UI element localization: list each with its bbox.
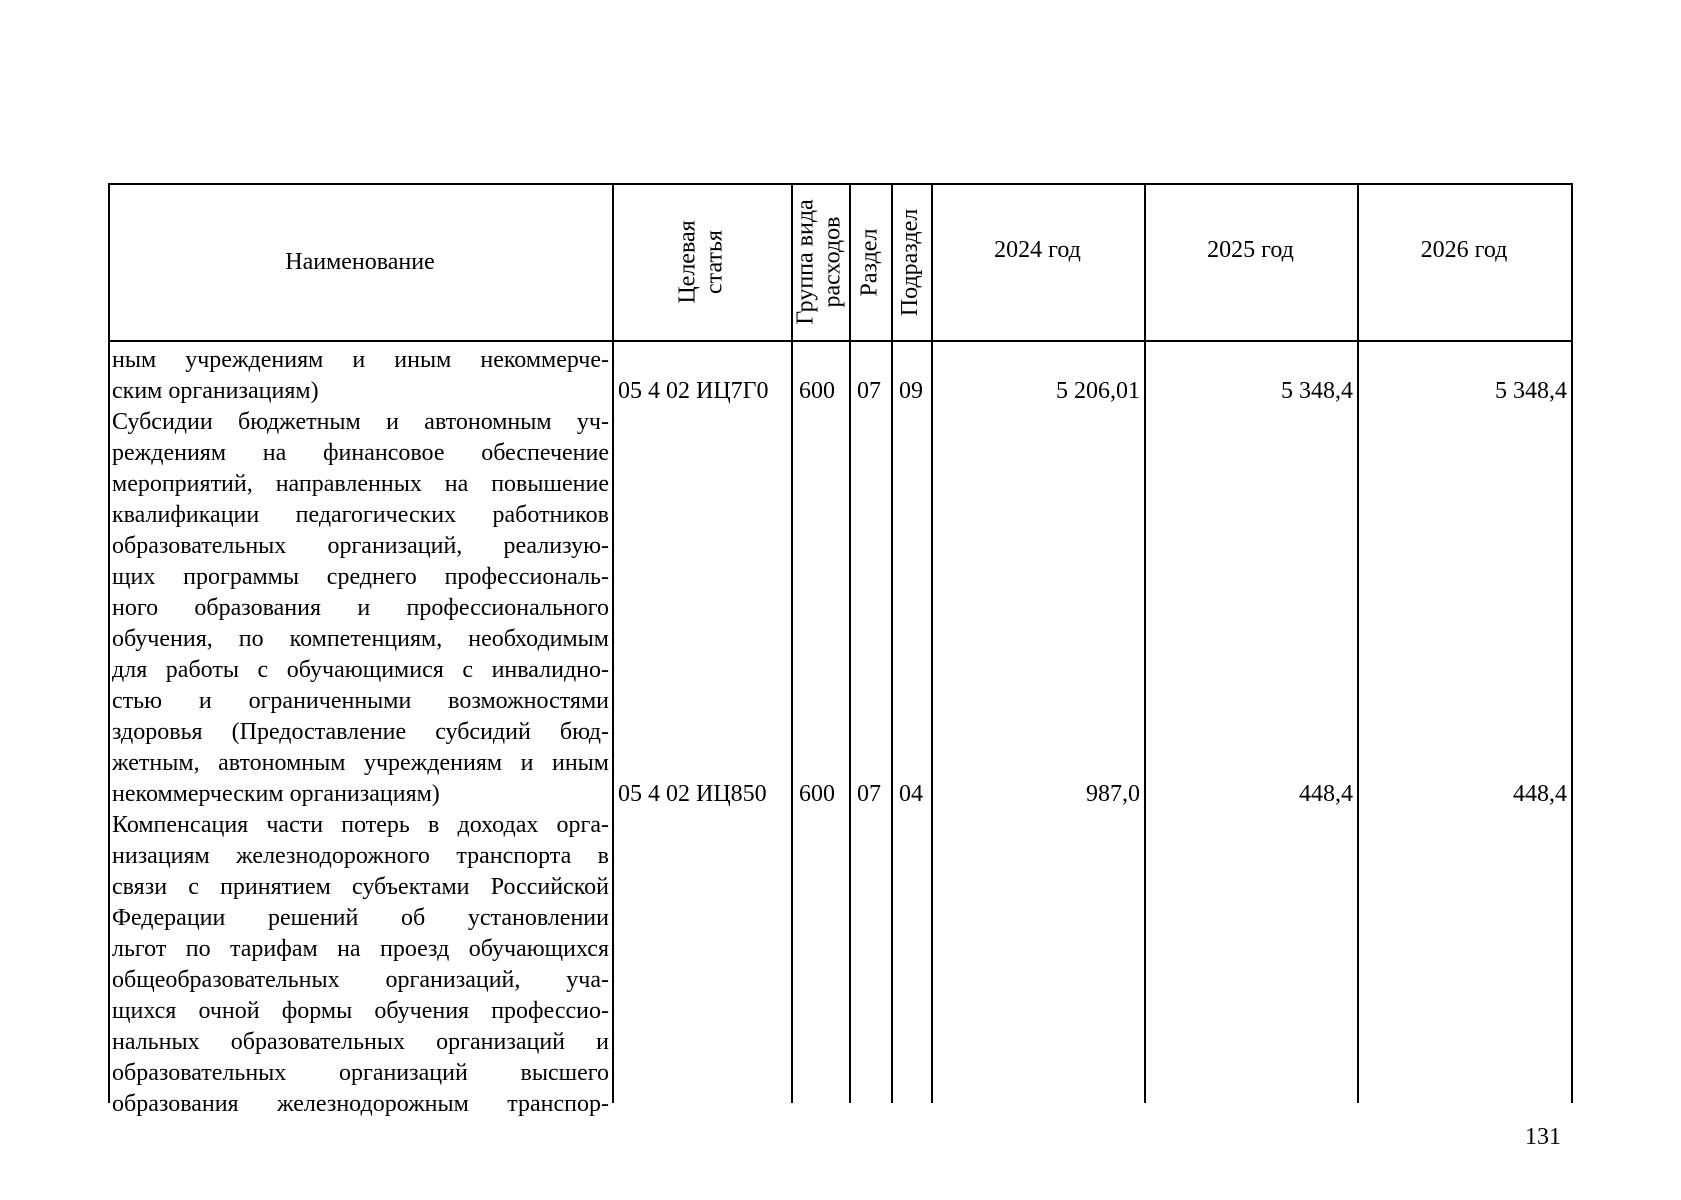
text-line: здоровья (Предоставление субсидий бюд-: [112, 719, 609, 745]
row-1-code: 05 4 02 ИЦ7Г0: [618, 378, 769, 404]
header-subsection: [891, 183, 931, 341]
text-line: образовательных организаций высшего: [112, 1060, 609, 1086]
row-2-subsection: 04: [899, 781, 923, 807]
text-line: ного образования и профессионального: [112, 595, 609, 621]
header-2026-label: 2026 год: [1420, 237, 1508, 263]
text-line: для работы с обучающимися с инвалидно-: [112, 657, 609, 683]
row-1-2024: 5 206,01: [1056, 378, 1140, 404]
header-expense-group-line: расходов: [820, 216, 846, 308]
text-line: квалификации педагогических работников: [112, 502, 609, 528]
header-section-label: Раздел: [856, 228, 883, 296]
text-line: обучения, по компетенциям, необходимым: [112, 626, 609, 652]
row-2-section: 07: [857, 781, 881, 807]
header-2025: [1144, 183, 1357, 341]
text-line: образовательных организаций, реализую-: [112, 533, 609, 559]
row-1-section: 07: [857, 378, 881, 404]
row-1-group: 600: [799, 378, 835, 404]
text-line: ным учреждениям и иным некоммерче-: [112, 347, 609, 373]
header-target-article: [612, 183, 791, 341]
header-2024-label: 2024 год: [994, 237, 1081, 263]
text-line: льгот по тарифам на проезд обучающихся: [112, 936, 609, 962]
text-line: нальных образовательных организаций и: [112, 1029, 609, 1055]
header-target-article-line: Целевая: [674, 220, 701, 304]
row-2-2026: 448,4: [1513, 781, 1567, 807]
budget-table: [108, 183, 1573, 1117]
header-2025-label: 2025 год: [1207, 237, 1294, 263]
row-1-2026: 5 348,4: [1495, 378, 1567, 404]
name-column-text: [112, 345, 609, 1120]
col-border: [1571, 183, 1573, 1103]
header-expense-group-label: [793, 199, 847, 324]
text-line: низациям железнодорожного транспорта в: [112, 843, 609, 869]
text-line: жетным, автономным учреждениям и иным: [112, 750, 609, 776]
text-line: стью и ограниченными возможностями: [112, 688, 609, 714]
header-expense-group: [791, 183, 849, 341]
header-name: [108, 183, 612, 341]
header-name-label: Наименование: [285, 248, 435, 275]
text-line: связи с принятием субъектами Российской: [112, 874, 609, 900]
header-subsection-label: Подраздел: [897, 208, 924, 316]
text-line: Компенсация части потерь в доходах орга-: [112, 812, 609, 838]
text-line: Субсидии бюджетным и автономным уч-: [112, 409, 609, 435]
header-expense-group-line: Группа вида: [793, 199, 819, 325]
row-1-subsection: 09: [899, 378, 923, 404]
text-line: некоммерческим организациям): [112, 781, 440, 807]
row-2-2025: 448,4: [1299, 781, 1353, 807]
header-target-article-label: [674, 220, 728, 303]
text-line: образования железнодорожным транспор-: [112, 1091, 609, 1117]
text-line: щих программы среднего профессиональ-: [112, 564, 609, 590]
row-2-2024: 987,0: [1086, 781, 1140, 807]
text-line: мероприятий, направленных на повышение: [112, 471, 609, 497]
page-number: 131: [1525, 1124, 1561, 1150]
header-target-article-line: статья: [701, 230, 728, 294]
row-2-group: 600: [799, 781, 835, 807]
header-section: [849, 183, 891, 341]
text-line: реждениям на финансовое обеспечение: [112, 440, 609, 466]
row-2-code: 05 4 02 ИЦ850: [618, 781, 767, 807]
text-line: Федерации решений об установлении: [112, 905, 609, 931]
text-line: щихся очной формы обучения профессио-: [112, 998, 609, 1024]
text-line: ским организациям): [112, 378, 319, 404]
text-line: общеобразовательных организаций, уча-: [112, 967, 609, 993]
row-1-2025: 5 348,4: [1281, 378, 1353, 404]
header-2026: [1357, 183, 1571, 341]
header-2024: [931, 183, 1144, 341]
